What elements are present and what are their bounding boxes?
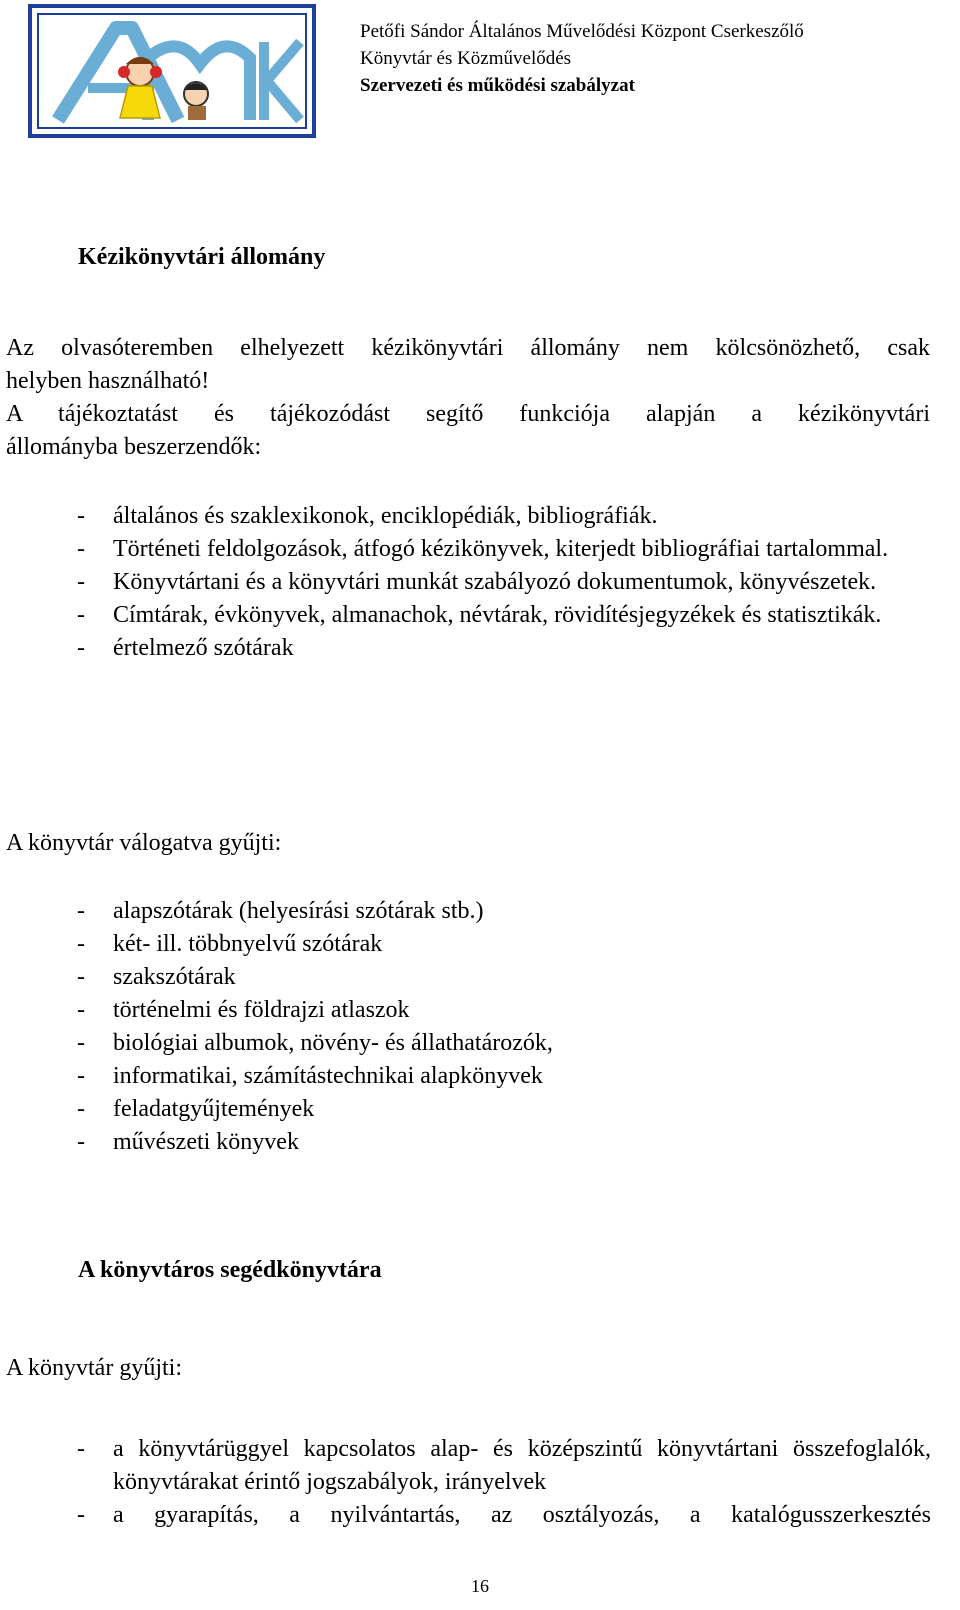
list-item: - művészeti könyvek: [77, 1126, 931, 1159]
amk-logo: [28, 2, 318, 142]
selective-collection-list: [77, 895, 931, 1159]
reference-acquisition-list: [77, 500, 931, 665]
paragraph-line: állományba beszerzendők:: [6, 434, 262, 460]
paragraph-intro: A könyvtár gyűjti:: [6, 1355, 182, 1381]
list-item: - általános és szaklexikonok, enciklopédiák, bibliográfiák.: [77, 500, 931, 533]
header-text: [360, 18, 804, 99]
page-number: 16: [471, 1576, 489, 1596]
list-item: - két- ill. többnyelvű szótárak: [77, 928, 931, 961]
list-item: - alapszótárak (helyesírási szótárak stb.): [77, 895, 931, 928]
list-item: - biológiai albumok, növény- és állathatározók,: [77, 1027, 931, 1060]
section-heading-reference-collection: Kézikönyvtári állomány: [78, 244, 326, 270]
list-item: - a gyarapítás, a nyilvántartás, az osztályozás, a katalógusszerkesztés: [77, 1499, 931, 1532]
list-item: - informatikai, számítástechnikai alapkönyvek: [77, 1060, 931, 1093]
list-item: - Címtárak, évkönyvek, almanachok, névtárak, rövidítésjegyzékek és statisztikák.: [77, 599, 931, 632]
list-item: - a könyvtárüggyel kapcsolatos alap- és középszintű könyvtártani összefoglalók, könyvtárakat érintő jogszabályok, irányelvek: [77, 1433, 931, 1499]
section-heading-librarian-library: A könyvtáros segédkönyvtára: [78, 1257, 382, 1283]
paragraph-intro: A könyvtár válogatva gyűjti:: [6, 830, 282, 856]
paragraph-line: Az olvasóteremben elhelyezett kézikönyvtári állomány nem kölcsönözhető, csak: [6, 335, 930, 361]
paragraph-line: A tájékoztatást és tájékozódást segítő funkciója alapján a kézikönyvtári: [6, 401, 930, 427]
librarian-collection-list: [77, 1433, 931, 1532]
header-document-title: Szervezeti és működési szabályzat: [360, 75, 635, 96]
header-department: Könyvtár és Közművelődés: [360, 48, 572, 69]
document-header: [0, 0, 960, 140]
list-item: - szakszótárak: [77, 961, 931, 994]
list-item: - feladatgyűjtemények: [77, 1093, 931, 1126]
list-item: - történelmi és földrajzi atlaszok: [77, 994, 931, 1027]
list-item: - értelmező szótárak: [77, 632, 931, 665]
paragraph-line: helyben használható!: [6, 368, 210, 394]
list-item: - Könyvtártani és a könyvtári munkát szabályozó dokumentumok, könyvészetek.: [77, 566, 931, 599]
header-institution: Petőfi Sándor Általános Művelődési Központ Cserkeszőlő: [360, 21, 804, 42]
list-item: - Történeti feldolgozások, átfogó kézikönyvek, kiterjedt bibliográfiai tartalommal.: [77, 533, 931, 566]
